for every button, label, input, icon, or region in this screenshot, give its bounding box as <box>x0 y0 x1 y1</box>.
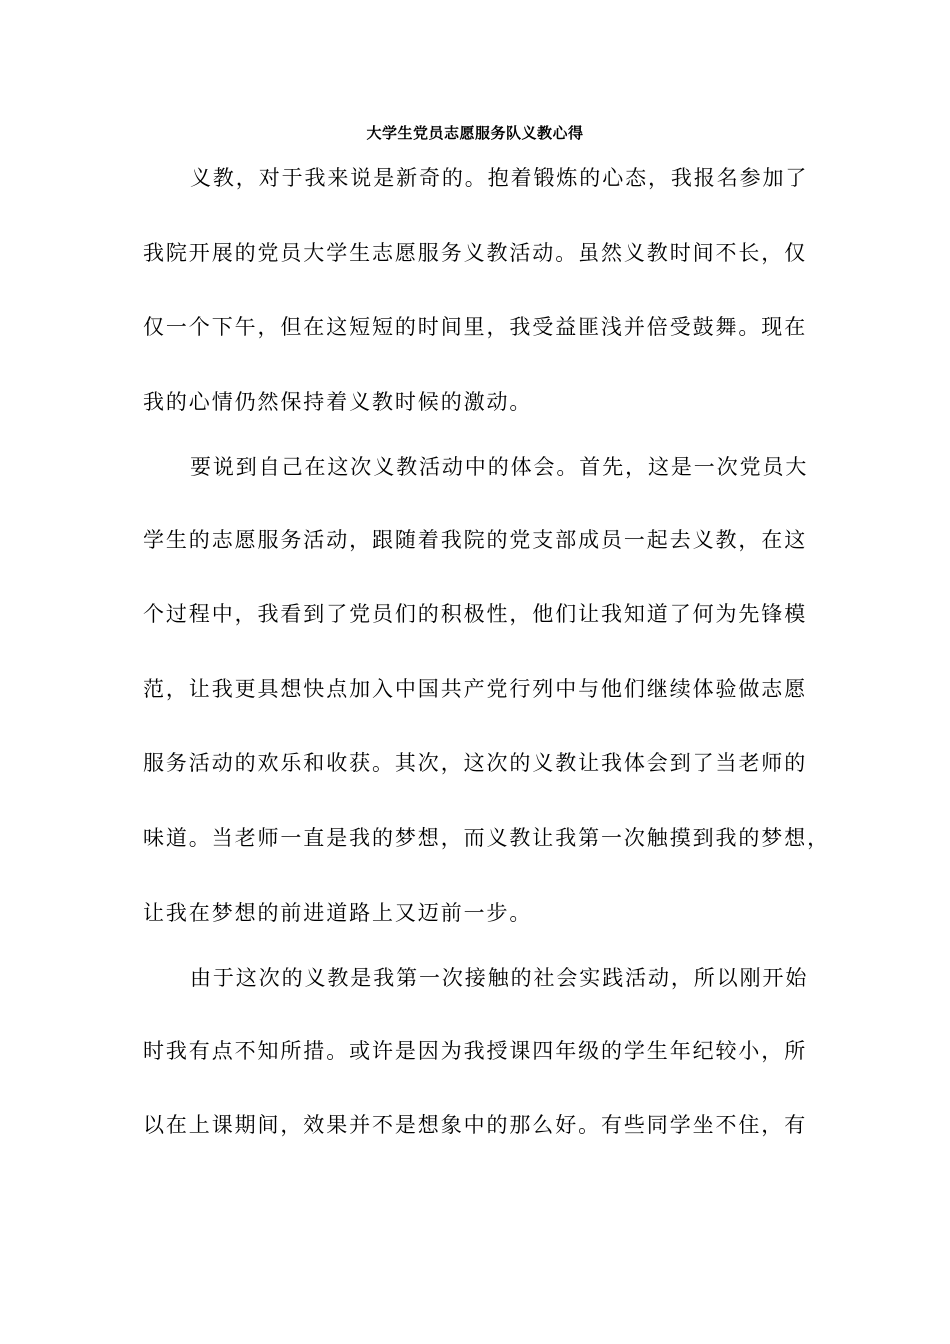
paragraph-line: 范，让我更具想快点加入中国共产党行列中与他们继续体验做志愿 <box>143 677 808 701</box>
paragraph-line: 时我有点不知所措。或许是因为我授课四年级的学生年纪较小，所 <box>143 1039 808 1063</box>
paragraph-line: 服务活动的欢乐和收获。其次，这次的义教让我体会到了当老师的 <box>143 751 808 775</box>
paragraph-line: 味道。当老师一直是我的梦想，而义教让我第一次触摸到我的梦想， <box>143 826 830 850</box>
paragraph-line: 我院开展的党员大学生志愿服务义教活动。虽然义教时间不长，仅 <box>143 241 808 265</box>
paragraph-line: 仅一个下午，但在这短短的时间里，我受益匪浅并倍受鼓舞。现在 <box>143 315 808 339</box>
paragraph-line: 义教，对于我来说是新奇的。抱着锻炼的心态，我报名参加了 <box>190 166 809 190</box>
document-title: 大学生党员志愿服务队义教心得 <box>366 124 584 142</box>
paragraph-line: 学生的志愿服务活动，跟随着我院的党支部成员一起去义教，在这 <box>143 528 808 552</box>
paragraph-line: 让我在梦想的前进道路上又迈前一步。 <box>143 901 533 925</box>
paragraph-line: 我的心情仍然保持着义教时候的激动。 <box>143 390 533 414</box>
paragraph-line: 由于这次的义教是我第一次接触的社会实践活动，所以刚开始 <box>190 966 809 990</box>
paragraph-line: 个过程中，我看到了党员们的积极性，他们让我知道了何为先锋模 <box>143 602 808 626</box>
paragraph-line: 要说到自己在这次义教活动中的体会。首先，这是一次党员大 <box>190 455 809 479</box>
paragraph-line: 以在上课期间，效果并不是想象中的那么好。有些同学坐不住，有 <box>143 1113 808 1137</box>
